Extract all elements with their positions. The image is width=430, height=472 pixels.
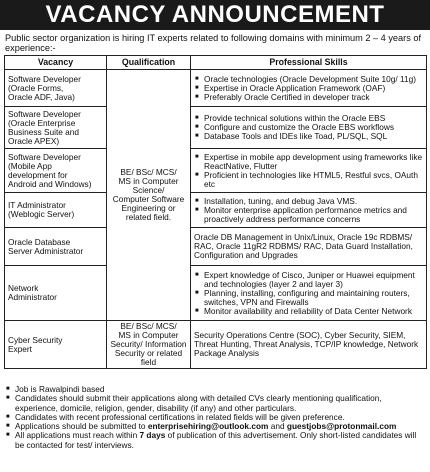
deadline-prefix: All applications must reach within [15,430,140,441]
note-certifications: ■ Candidates with recent professional certifications in related fields will be given preference. [5,413,425,422]
note-cv: ■ Candidates should submit their applications along with detailed CVs clearly mentioning qualification, experience, domicile, religion, gender, disability (if any) and other particulars. [5,394,425,413]
vacancy-cell: Oracle Database Server Administrator [5,228,107,266]
skills-cell [191,149,427,193]
email-guestjobs[interactable]: guestjobs@protonmail.com [286,421,397,432]
skills-cell [191,70,427,107]
vacancy-cell: IT Administrator (Weblogic Server) [5,193,107,228]
table-row [5,149,427,193]
deadline-days: 7 days [139,430,166,441]
vacancy-cell: Cyber Security Expert [5,321,107,369]
email-enterprisehiring[interactable]: enterprisehiring@outlook.com [147,421,269,432]
vacancy-cell: Software Developer (Mobile App development for Android and Windows) [5,149,107,193]
skill-item: ■ Expertise in mobile app development using frameworks like ReactNative, Flutter [194,153,423,171]
table-row [5,193,427,228]
table-row [5,266,427,321]
vacancy-table [4,55,427,369]
skill-item: ■ Database Tools and IDEs like Toad, PL/SQL, SQL [194,132,423,141]
table-row [5,107,427,149]
table-header-row [5,56,427,70]
skill-item: ■ Proficient in technologies like HTML5, Restful svcs, OAuth etc [194,171,423,189]
skill-item: ■ Monitor availability and reliability of Data Center Network [194,307,423,316]
table-row [5,228,427,266]
header-qualification: Qualification [107,56,191,70]
vacancy-cell: Software Developer (Oracle Enterprise Business Suite and Oracle APEX) [5,107,107,149]
skills-cell: Oracle DB Management in Unix/Linux, Oracle 19c RDBMS/ RAC, Oracle 11gR2 RDBMS/ RAC, Data Guard Installation, Configuration and Upgrades [191,228,427,266]
apply-prefix: Applications should be submitted to [15,421,148,432]
note-job-location: ■ Job is Rawalpindi based [5,385,425,394]
qualification-cell-group-1: BE/ BSc/ MCS/ MS in Computer Science/ Computer Software Engineering or related field. [107,70,191,321]
vacancy-cell: Network Administrator [5,266,107,321]
announcement-title: VACANCY ANNOUNCEMENT [0,0,430,30]
skills-cell [191,193,427,228]
skill-item: ■ Provide technical solutions within the Oracle EBS [194,114,423,123]
skill-item: ■ Configure and customize the Oracle EBS workflows [194,123,423,132]
skill-item: ■ Installation, tuning, and debug Java VMS. [194,197,423,206]
skills-cell: Security Operations Centre (SOC), Cyber Security, SIEM, Threat Hunting, Threat Analysis, TCP/IP knowledge, Network Package Analysis [191,321,427,369]
skill-item: ■ Preferably Oracle Certified in developer track [194,93,423,102]
deadline-suffix: of publication of this advertisement. Only short-listed candidates will be contacted for test/ interviews. [15,430,417,450]
skills-cell [191,107,427,149]
notes-list [5,385,425,450]
skill-item: ■ Planning, installing, configuring and maintaining routers, switches, VPN and Firewalls [194,289,423,307]
vacancy-cell: Software Developer (Oracle Forms, Oracle ADF, Java) [5,70,107,107]
table-row [5,70,427,107]
apply-and: and [268,421,287,432]
header-vacancy: Vacancy [5,56,107,70]
intro-text: Public sector organization is hiring IT experts related to following domains with minimum 2 – 4 years of experience:- [5,33,422,53]
skill-item: ■ Expert knowledge of Cisco, Juniper or Huawei equipment and technologies (layer 2 and layer 3) [194,271,423,289]
skill-item: ■ Oracle technologies (Oracle Development Suite 10g/ 11g) [194,75,423,84]
note-deadline [5,431,425,450]
skill-item: ■ Monitor enterprise application performance metrics and proactively address performance concerns [194,206,423,224]
skill-item: ■ Expertise in Oracle Application Framework (OAF) [194,84,423,93]
header-professional-skills: Professional Skills [191,56,427,70]
qualification-cell-group-2: BE/ BSc/ MCS/ MS in Computer Security/ Information Security or related field [107,321,191,369]
skills-cell [191,266,427,321]
table-row [5,321,427,369]
